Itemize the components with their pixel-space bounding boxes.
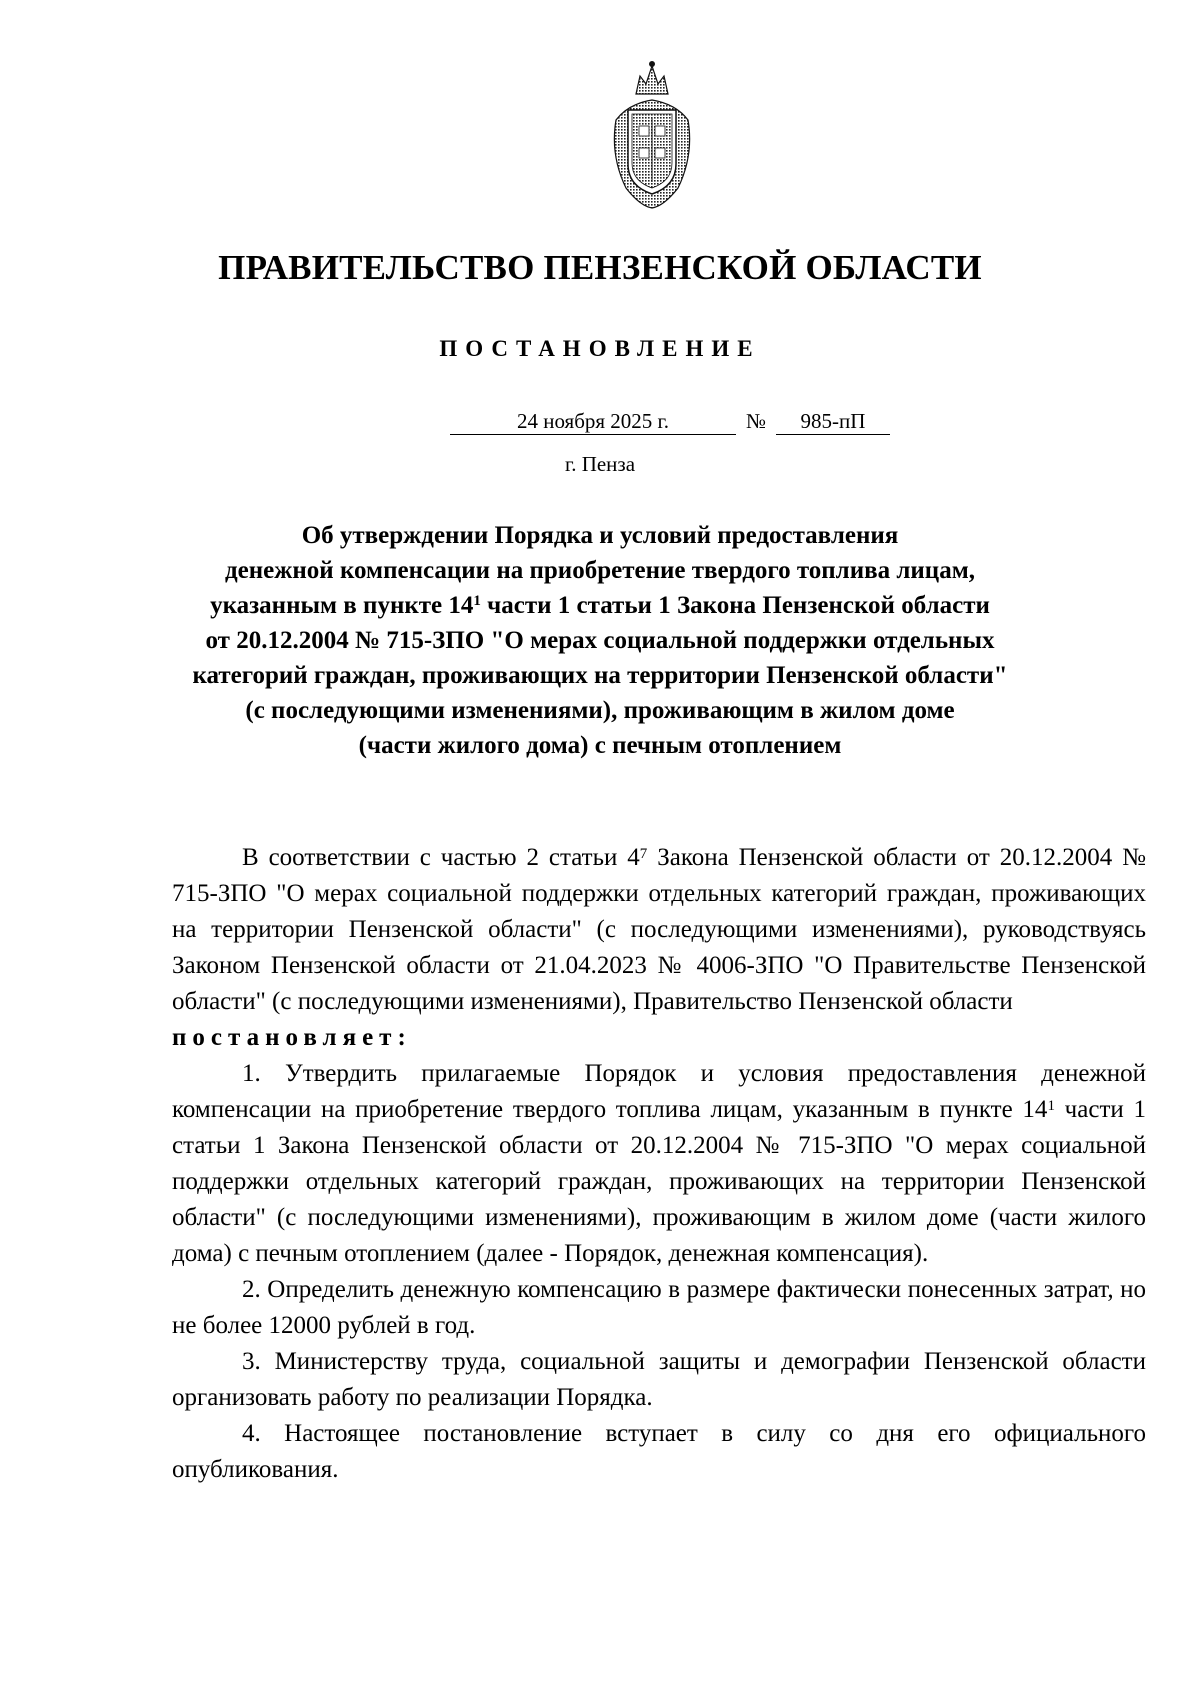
title-line: категорий граждан, проживающих на территории Пензенской области" bbox=[192, 662, 1008, 689]
decree-title bbox=[170, 518, 1030, 763]
title-line: (части жилого дома) с печным отоплением bbox=[358, 732, 842, 759]
number-sign: № bbox=[746, 409, 767, 433]
superscript: 7 bbox=[639, 846, 648, 862]
item-3: 3. Министерству труда, социальной защиты и демографии Пензенской области организовать работу по реализации Порядка. bbox=[172, 1348, 1146, 1411]
title-line: от 20.12.2004 № 715-ЗПО "О мерах социальной поддержки отдельных bbox=[205, 627, 995, 654]
title-line: Об утверждении Порядка и условий предоставления bbox=[301, 522, 899, 549]
decree-body bbox=[172, 840, 1146, 1488]
item-4: 4. Настоящее постановление вступает в силу со дня его официального опубликования. bbox=[172, 1420, 1146, 1483]
superscript: 1 bbox=[1047, 1098, 1055, 1114]
government-name: ПРАВИТЕЛЬСТВО ПЕНЗЕНСКОЙ ОБЛАСТИ bbox=[218, 248, 982, 287]
item-2: 2. Определить денежную компенсацию в размере фактически понесенных затрат, но не более 12000 рублей в год. bbox=[172, 1276, 1146, 1339]
city: г. Пенза bbox=[564, 452, 636, 476]
item-1: 1. Утвердить прилагаемые Порядок и условия предоставления денежной компенсации на приобретение твердого топлива лицам, указанным в пункте $14^1$ части 1 статьи 1 Закона Пензенской области от 20.12.2004 № 715-ЗПО "О мерах социальной поддержки отдельных категорий граждан, проживающих на территории Пензенской области" (с последующими изменениями), проживающим в жилом доме (части жилого дома) с печным отоплением (далее - Порядок, денежная компенсация). bbox=[172, 1060, 1146, 1267]
decree-number: 985-пП bbox=[776, 408, 890, 435]
superscript: 1 bbox=[473, 593, 481, 609]
decides-line bbox=[172, 1020, 1146, 1056]
decree-date: 24 ноября 2025 г. bbox=[450, 408, 736, 435]
decides-word: постановляет: bbox=[172, 1024, 412, 1051]
date-number-line bbox=[0, 408, 1200, 438]
preamble-paragraph: В соответствии с частью 2 статьи $4^7$ Закона Пензенской области от 20.12.2004 № 715-ЗПО "О мерах социальной поддержки отдельных категорий граждан, проживающих на территории Пензенской области" (с последующими изменениями), руководствуясь Законом Пензенской области от 21.04.2023 № 4006-ЗПО "О Правительстве Пензенской области" (с последующими изменениями), Правительство Пензенской области bbox=[172, 844, 1146, 1015]
document-type: ПОСТАНОВЛЕНИЕ bbox=[439, 336, 761, 361]
title-line: указанным в пункте $14^1$ части 1 статьи 1 Закона Пензенской области bbox=[210, 592, 990, 619]
title-line: (с последующими изменениями), проживающим в жилом доме bbox=[245, 697, 955, 724]
coat-of-arms-icon bbox=[606, 60, 698, 210]
title-line: денежной компенсации на приобретение твердого топлива лицам, bbox=[225, 557, 975, 584]
